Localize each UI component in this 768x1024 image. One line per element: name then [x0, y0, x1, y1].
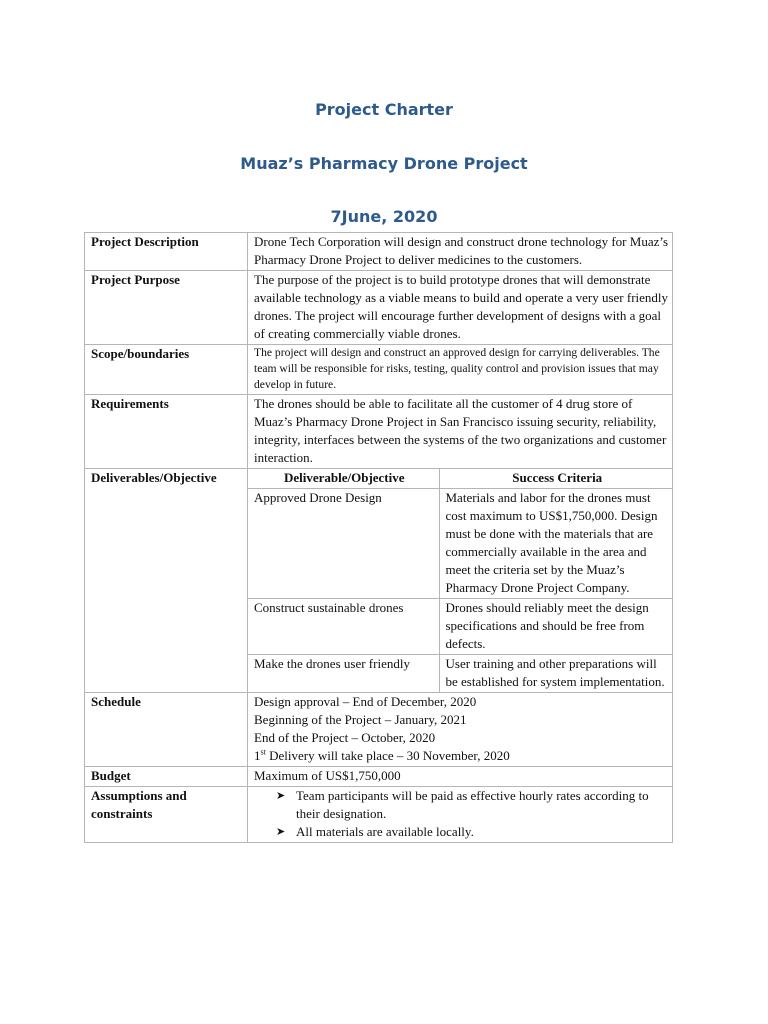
schedule-ordinal-number: 1 — [254, 748, 261, 763]
row-requirements — [85, 395, 673, 469]
schedule-line-text: Delivery will take place – 30 November, 2020 — [265, 748, 510, 763]
row-project-purpose — [85, 271, 673, 345]
label-deliverables: Deliverables/Objective — [85, 469, 248, 693]
deliverable-row — [248, 655, 673, 693]
deliverable-row — [248, 489, 673, 599]
value-budget: Maximum of US$1,750,000 — [248, 767, 673, 787]
list-item-text: All materials are available locally. — [296, 824, 474, 839]
label-project-description: Project Description — [85, 233, 248, 271]
row-project-description — [85, 233, 673, 271]
label-project-purpose: Project Purpose — [85, 271, 248, 345]
charter-table — [84, 232, 673, 843]
list-item — [274, 823, 672, 841]
schedule-line — [254, 747, 672, 765]
deliverables-header-row — [248, 469, 673, 489]
deliverable-name: Make the drones user friendly — [248, 655, 439, 693]
assumptions-list — [254, 787, 672, 841]
arrow-bullet-icon: ➤ — [276, 825, 286, 838]
label-budget: Budget — [85, 767, 248, 787]
arrow-bullet-icon: ➤ — [276, 789, 286, 802]
charter-date: 7June, 2020 — [330, 207, 438, 226]
deliverable-row — [248, 599, 673, 655]
value-schedule — [248, 693, 673, 767]
value-requirements: The drones should be able to facilitate all the customer of 4 drug store of Muaz’s Pharmacy Drone Project in San Francisco issuing security, reliability, integrity, interfaces between the systems of the two organizations and customer interaction. — [248, 395, 673, 469]
success-criteria: Drones should reliably meet the design specifications and should be free from defects. — [439, 599, 673, 655]
value-project-purpose: The purpose of the project is to build prototype drones that will demonstrate available technology as a viable means to build and operate a very user friendly drones. The project will encourage further development of designs with a goal of creating commercially viable drones. — [248, 271, 673, 345]
deliverables-container — [248, 469, 673, 693]
deliverable-name: Approved Drone Design — [248, 489, 439, 599]
row-assumptions — [85, 787, 673, 843]
row-budget — [85, 767, 673, 787]
row-schedule — [85, 693, 673, 767]
schedule-line: End of the Project – October, 2020 — [254, 730, 436, 745]
value-project-description: Drone Tech Corporation will design and construct drone technology for Muaz’s Pharmacy Drone Project to deliver medicines to the customers. — [248, 233, 673, 271]
schedule-line: Design approval – End of December, 2020 — [254, 694, 477, 709]
schedule-line: Beginning of the Project – January, 2021 — [254, 712, 467, 727]
document-title: Project Charter — [315, 100, 453, 119]
schedule-ordinal-suffix: st — [260, 747, 266, 757]
label-schedule: Schedule — [85, 693, 248, 767]
header-deliverable: Deliverable/Objective — [248, 469, 439, 489]
list-item — [274, 787, 672, 823]
deliverable-name: Construct sustainable drones — [248, 599, 439, 655]
value-scope: The project will design and construct an approved design for carrying deliverables. The team will be responsible for risks, testing, quality control and provision issues that may develop in future. — [248, 345, 673, 395]
list-item-text: Team participants will be paid as effective hourly rates according to their designation. — [296, 788, 649, 821]
success-criteria: Materials and labor for the drones must cost maximum to US$1,750,000. Design must be done with the materials that are commercially available in the area and meet the criteria set by the Muaz’s Pharmacy Drone Project Company. — [439, 489, 673, 599]
label-requirements: Requirements — [85, 395, 248, 469]
deliverables-table — [248, 469, 673, 692]
label-assumptions: Assumptions and constraints — [85, 787, 248, 843]
header-success-criteria: Success Criteria — [439, 469, 673, 489]
project-name: Muaz’s Pharmacy Drone Project — [240, 154, 528, 173]
row-deliverables — [85, 469, 673, 693]
success-criteria: User training and other preparations will be established for system implementation. — [439, 655, 673, 693]
row-scope — [85, 345, 673, 395]
label-scope: Scope/boundaries — [85, 345, 248, 395]
value-assumptions — [248, 787, 673, 843]
